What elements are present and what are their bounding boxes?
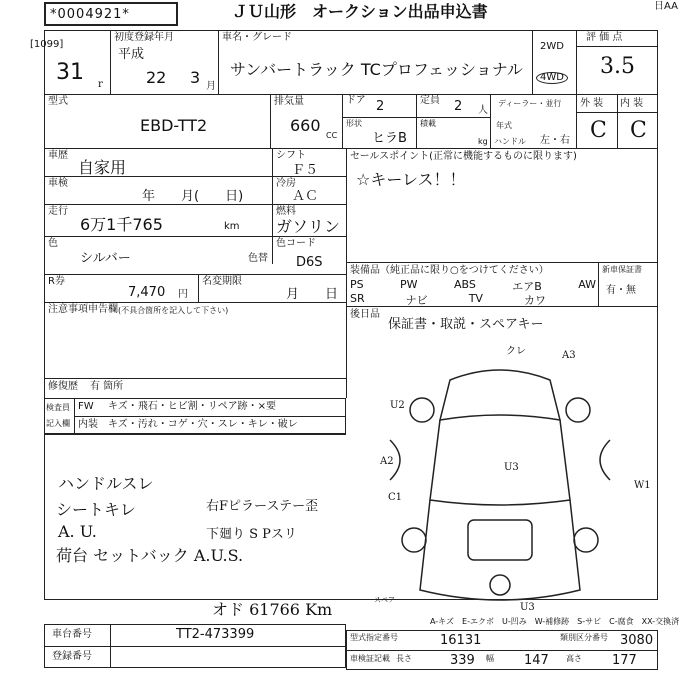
color-label: 色: [48, 238, 58, 249]
first-reg-month: 3: [190, 68, 201, 87]
model-no-label: 型式指定番号: [350, 633, 398, 642]
notes-sub: (不具合箇所を記入して下さい): [118, 306, 229, 315]
equipment-item-r2-1: ナビ: [405, 294, 428, 307]
equipment-item-r2-3: カワ: [523, 294, 546, 307]
mileage-unit: km: [224, 221, 240, 232]
int-label: 内 装: [620, 98, 644, 109]
note-3: A. U.: [58, 522, 97, 541]
repair-label: 修復歴: [48, 381, 78, 392]
rating-label: 評 価 点: [586, 32, 623, 43]
name-change-value: 月 日: [286, 287, 339, 302]
mark-c1: C1: [388, 492, 403, 503]
check-row1-label: FW: [78, 401, 94, 412]
note-7: オド 61766 Km: [212, 600, 333, 619]
check-row2-label: 内装: [78, 419, 98, 430]
doors-label: ドア: [346, 95, 366, 106]
year-label: 年式: [496, 121, 512, 130]
extras-value: 保証書・取説・スペアキー: [388, 317, 544, 332]
inspection-value: 年 月( 日): [142, 189, 244, 204]
mark-u3-bottom: U3: [520, 602, 535, 613]
form-title: ＪＵ山形 オークション出品申込書: [232, 2, 488, 21]
recycle-label: R券: [48, 276, 65, 287]
shape-label: 形状: [346, 119, 362, 128]
mark-a3: A3: [562, 350, 576, 361]
disp-unit: CC: [326, 131, 338, 140]
model-no-value: 16131: [440, 633, 482, 648]
note-4: 荷台 セットバック A.U.S.: [56, 546, 244, 565]
note-1: ハンドルスレ: [58, 474, 154, 493]
damage-legend: A-キズ E-エクボ U-凹み W-補修跡 S-サビ C-腐食 XX-交換済: [430, 617, 680, 626]
height-label: 高さ: [566, 654, 582, 663]
payload-unit: kg: [478, 137, 488, 146]
mileage-value: 6万1千765: [80, 215, 163, 234]
rating-value: 3.5: [600, 54, 635, 79]
fuel-label: 燃料: [276, 206, 296, 217]
int-value: C: [630, 118, 647, 143]
handle-label: ハンドル: [494, 137, 526, 146]
lot-mark: r: [98, 79, 103, 90]
check-row1-items: キズ・飛石・ヒビ割・リペア跡・×要: [108, 401, 276, 412]
notes-label: 注意事項申告欄: [48, 304, 118, 315]
model-value: EBD-TT2: [140, 116, 208, 135]
mark-kure: クレ: [506, 346, 526, 357]
aircon-label: 冷房: [276, 178, 296, 189]
recycle-value: 7,470: [128, 285, 166, 300]
mark-spare: スペア: [374, 596, 395, 604]
mark-u2: U2: [390, 400, 405, 411]
warranty-value: 有・無: [606, 285, 636, 296]
class-no-label: 類別区分番号: [560, 633, 608, 642]
check-label-top: 検査員: [46, 403, 70, 412]
shift-label: シフト: [276, 150, 306, 161]
capacity-label: 定員: [420, 95, 440, 106]
mileage-label: 走行: [48, 206, 68, 217]
first-reg-label: 初度登録年月: [114, 32, 174, 43]
capacity-value: 2: [454, 99, 463, 114]
ext-value: C: [590, 118, 607, 143]
color-change-label: 色替: [248, 253, 268, 264]
reg-no-label: 登録番号: [52, 651, 92, 662]
ident-code: [1099]: [30, 39, 64, 50]
height-value: 177: [612, 653, 637, 668]
note-6: 下廻り S Pスリ: [206, 527, 297, 542]
extras-label: 後日品: [350, 309, 380, 320]
equipment-label: 装備品（純正品に限り○をつけてください）: [350, 265, 549, 276]
note-5: 右Fピラーステー歪: [206, 499, 319, 514]
check-row2-items: キズ・汚れ・コゲ・穴・スレ・キレ・破レ: [108, 419, 298, 430]
inspection-label: 車検: [48, 178, 68, 189]
warranty-label: 新車保証書: [602, 265, 642, 274]
capacity-unit: 人: [478, 105, 488, 116]
equipment-item-r1-4: AW: [578, 278, 596, 291]
aircon-value: ＡＣ: [292, 189, 319, 204]
color-code-label: 色コード: [276, 238, 316, 249]
drive-4wd: 4WD: [536, 72, 568, 84]
check-label-bottom: 記入欄: [46, 419, 70, 428]
equipment-item-r1-3: エアB: [512, 280, 542, 293]
color-code-value: D6S: [296, 255, 323, 270]
color-value: シルバー: [80, 251, 131, 266]
first-reg-year: 22: [146, 68, 167, 87]
first-reg-era: 平成: [118, 47, 145, 62]
mark-w1: W1: [634, 480, 651, 491]
equipment-item-r1-2: ABS: [453, 278, 476, 291]
equipment-item-r2-0: SR: [350, 292, 365, 305]
doors-value: 2: [376, 99, 385, 114]
width-label: 幅: [486, 654, 494, 663]
shift-value: Ｆ５: [292, 163, 319, 178]
mark-a2: A2: [380, 456, 394, 467]
equipment-item-r2-2: TV: [468, 292, 483, 305]
equipment-item-r1-1: PW: [400, 278, 418, 291]
ext-label: 外 装: [580, 98, 604, 109]
bed-no-label: 車台番号: [52, 629, 92, 640]
name-change-label: 名変期限: [202, 276, 242, 287]
recycle-unit: 円: [178, 289, 188, 300]
bed-no-value: TT2-473399: [176, 627, 255, 642]
sales-point-value: ☆キーレス！！: [356, 170, 466, 189]
mark-u3-top: U3: [504, 462, 519, 473]
shape-value: ヒラB: [372, 131, 407, 146]
first-reg-month-unit: 月: [206, 81, 216, 92]
usage-label: 車歴: [48, 150, 68, 161]
payload-label: 積載: [420, 119, 436, 128]
equipment-row-1: [350, 278, 596, 293]
model-label: 型式: [48, 96, 68, 107]
length-value: 339: [450, 653, 475, 668]
equipment-row-2: [350, 292, 546, 307]
disp-value: 660: [290, 116, 321, 135]
vehicle-damage-diagram: [350, 340, 658, 620]
fuel-value: ガソリン: [276, 217, 341, 236]
car-name-value: サンバートラック TCプロフェッショナル: [230, 60, 523, 79]
width-value: 147: [524, 653, 549, 668]
car-name-label: 車名・グレード: [222, 32, 292, 43]
lot-id: *0004921*: [50, 7, 130, 22]
lot-number: 31: [56, 60, 84, 85]
note-2: シートキレ: [56, 500, 136, 519]
date-suffix: 日AA: [654, 1, 678, 12]
disp-label: 排気量: [274, 96, 304, 107]
dealer-label: ディーラー・並行: [498, 99, 562, 108]
drive-2wd: 2WD: [540, 41, 564, 52]
class-no-value: 3080: [620, 633, 654, 648]
handle-value: 左・右: [540, 135, 570, 146]
length-label: 長さ: [396, 654, 412, 663]
equipment-item-r1-0: PS: [350, 278, 364, 291]
dims-label: 車検証記載: [350, 654, 390, 663]
sales-point-label: セールスポイント(正常に機能するものに限ります): [350, 151, 577, 162]
usage-value: 自家用: [78, 158, 127, 177]
repair-value: 有 箇所: [90, 381, 124, 392]
